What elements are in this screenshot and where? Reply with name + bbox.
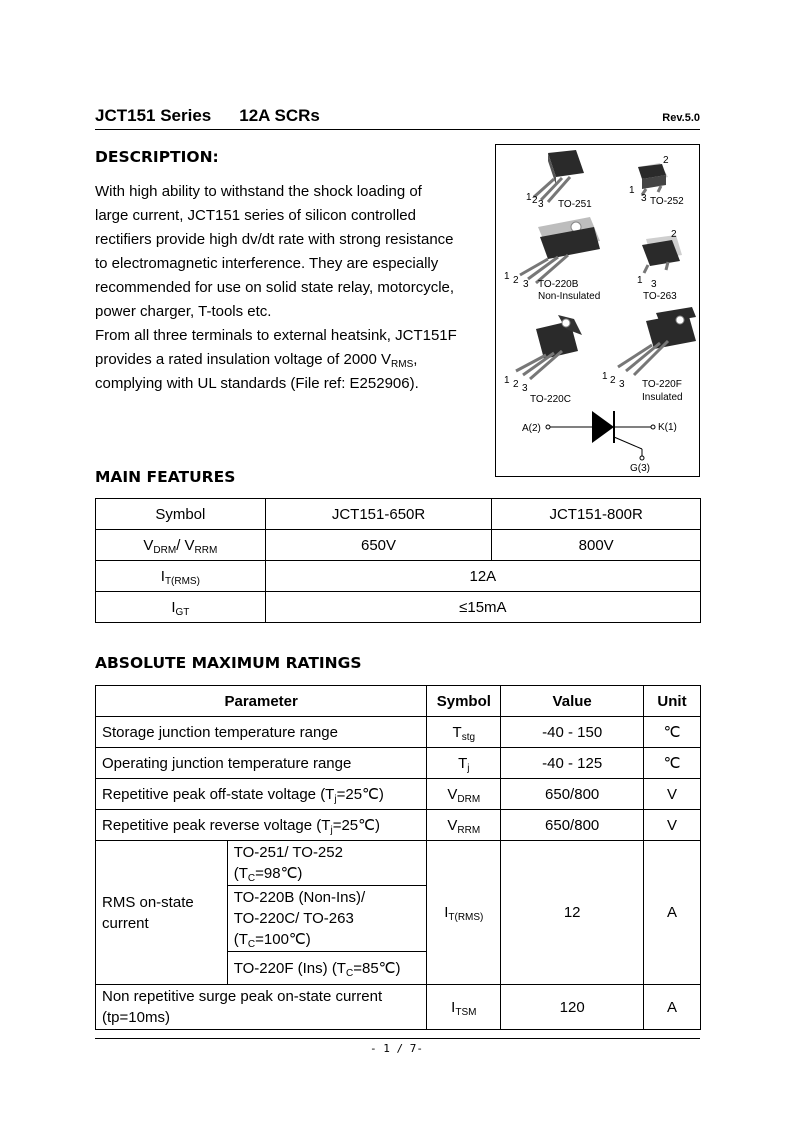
value-cell: 12: [501, 841, 644, 985]
to220b-sublabel: Non-Insulated: [538, 291, 601, 302]
series-name: JCT151 Series: [95, 106, 212, 125]
pin-label: 2: [663, 155, 669, 166]
pin-label: 2: [610, 375, 616, 386]
vdrm-symbol: $V_{DRM}/$ $V_{RRM}$: [96, 530, 266, 561]
subparam-cell: TO-220F (Ins) $(T_C=85℃)$: [227, 952, 427, 985]
col-header-symbol: Symbol: [96, 499, 266, 530]
insulation-text: provides a rated insulation voltage of 2000 V: [95, 351, 392, 368]
table-row: [96, 530, 701, 561]
subparam-cell: TO-251/ TO-252 $(T_C=98℃)$: [227, 841, 427, 886]
it-value: 12A: [265, 561, 700, 592]
table-row: [96, 810, 701, 841]
description-line: recommended for use on solid state relay, motorcycle,: [95, 279, 455, 296]
unit-cell: V: [644, 779, 701, 810]
table-row: [96, 985, 701, 1030]
insulation-comma: ,: [413, 351, 418, 368]
to251-package-icon: [534, 150, 584, 202]
table-row: [96, 561, 701, 592]
table-row: [96, 841, 701, 886]
description-line: [95, 348, 490, 372]
description-body: [95, 180, 490, 396]
description-line: complying with UL standards (File ref: E252906).: [95, 375, 419, 392]
symbol-cell: $V_{DRM}$: [427, 779, 501, 810]
description-line: With high ability to withstand the shock loading of: [95, 183, 422, 200]
to220f-package-icon: [618, 307, 696, 375]
description-line: large current, JCT151 series of silicon controlled: [95, 207, 416, 224]
pin-label: 1: [504, 271, 510, 282]
col-header-800r: JCT151-800R: [492, 499, 701, 530]
symbol-cell: $V_{RRM}$: [427, 810, 501, 841]
param-cell: Repetitive peak reverse voltage $(T_j=25℃)$: [96, 810, 427, 841]
value-cell: 650/800: [501, 810, 644, 841]
param-cell: Non repetitive surge peak on-state current (tp=10ms): [96, 985, 427, 1030]
page-number: - 1 / 7-: [370, 1042, 423, 1055]
param-cell: Operating junction temperature range: [96, 748, 427, 779]
footer-rule: [95, 1038, 700, 1039]
to263-package-icon: [642, 235, 682, 273]
value-cell: 120: [501, 985, 644, 1030]
scr-symbol-icon: [546, 411, 655, 460]
ratings-heading: ABSOLUTE MAXIMUM RATINGS: [95, 654, 362, 672]
symbol-cell: $T_{stg}$: [427, 717, 501, 748]
vdrm-650-value: 650V: [265, 530, 492, 561]
ratings-table: [95, 685, 701, 1030]
symbol-cell: $I_{T(RMS)}$: [427, 841, 501, 985]
pin-label: 1: [629, 185, 635, 196]
description-line: power charger, T-tools etc.: [95, 303, 272, 320]
pin-label: 3: [619, 379, 625, 390]
to220f-sublabel: Insulated: [642, 392, 683, 403]
to220f-label: TO-220F: [642, 379, 682, 390]
to263-label: TO-263: [643, 291, 677, 302]
to220c-package-icon: [516, 315, 582, 379]
product-name: 12A SCRs: [239, 106, 320, 125]
main-features-heading: MAIN FEATURES: [95, 468, 236, 486]
pin-label: 1: [602, 371, 608, 382]
pin-label: 1: [504, 375, 510, 386]
revision-label: Rev.5.0: [662, 112, 700, 124]
pin-label: 3: [522, 383, 528, 394]
pin-label: 3: [523, 279, 529, 290]
symbol-cell: $I_{TSM}$: [427, 985, 501, 1030]
pin-label: 3: [538, 199, 544, 210]
param-cell: Storage junction temperature range: [96, 717, 427, 748]
value-cell: 650/800: [501, 779, 644, 810]
col-header-parameter: Parameter: [96, 686, 427, 717]
table-row: [96, 592, 701, 623]
col-header-unit: Unit: [644, 686, 701, 717]
description-line: to electromagnetic interference. They are especially: [95, 255, 439, 272]
col-header-symbol: Symbol: [427, 686, 501, 717]
symbol-cell: $T_j$: [427, 748, 501, 779]
igt-value: ≤15mA: [265, 592, 700, 623]
package-illustration: [495, 144, 700, 477]
table-row: [96, 717, 701, 748]
description-heading: DESCRIPTION:: [95, 148, 219, 166]
description-line: rectifiers provide high dv/dt rate with strong resistance: [95, 231, 454, 248]
pin-label: 2: [671, 229, 677, 240]
document-title: [95, 106, 320, 126]
pin-label: 2: [513, 379, 519, 390]
to220b-package-icon: [520, 217, 600, 283]
to251-label: TO-251: [558, 199, 592, 210]
pin-label: 2: [532, 195, 538, 206]
unit-cell: A: [644, 985, 701, 1030]
pin-label: 2: [513, 275, 519, 286]
table-row: [96, 499, 701, 530]
to252-package-icon: [638, 163, 668, 195]
col-header-value: Value: [501, 686, 644, 717]
value-cell: -40 - 125: [501, 748, 644, 779]
header-rule: [95, 129, 700, 130]
pin-label: 3: [641, 193, 647, 204]
value-cell: -40 - 150: [501, 717, 644, 748]
unit-cell: ℃: [644, 748, 701, 779]
main-features-table: [95, 498, 701, 623]
pin-label: 1: [637, 275, 643, 286]
col-header-650r: JCT151-650R: [265, 499, 492, 530]
cathode-label: K(1): [658, 422, 677, 433]
param-cell: Repetitive peak off-state voltage $(T_j=25℃)$: [96, 779, 427, 810]
table-row: [96, 748, 701, 779]
pin-label: 3: [651, 279, 657, 290]
to220c-label: TO-220C: [530, 394, 571, 405]
unit-cell: ℃: [644, 717, 701, 748]
anode-label: A(2): [522, 423, 541, 434]
it-symbol: $I_{T(RMS)}$: [96, 561, 266, 592]
subparam-cell: TO-220B (Non-Ins)/ TO-220C/ TO-263 $(T_C=100℃)$: [227, 886, 427, 952]
gate-label: G(3): [630, 463, 650, 474]
table-row: [96, 686, 701, 717]
unit-cell: V: [644, 810, 701, 841]
rms-subscript: RMS: [391, 359, 414, 370]
description-line: From all three terminals to external heatsink, JCT151F: [95, 327, 457, 344]
package-drawings: [496, 145, 699, 476]
param-cell: RMS on-state current: [96, 841, 228, 985]
to220b-label: TO-220B: [538, 279, 579, 290]
table-row: [96, 779, 701, 810]
igt-symbol: $I_{GT}$: [96, 592, 266, 623]
unit-cell: A: [644, 841, 701, 985]
pin-label: 1: [526, 192, 532, 203]
to252-label: TO-252: [650, 196, 684, 207]
vdrm-800-value: 800V: [492, 530, 701, 561]
